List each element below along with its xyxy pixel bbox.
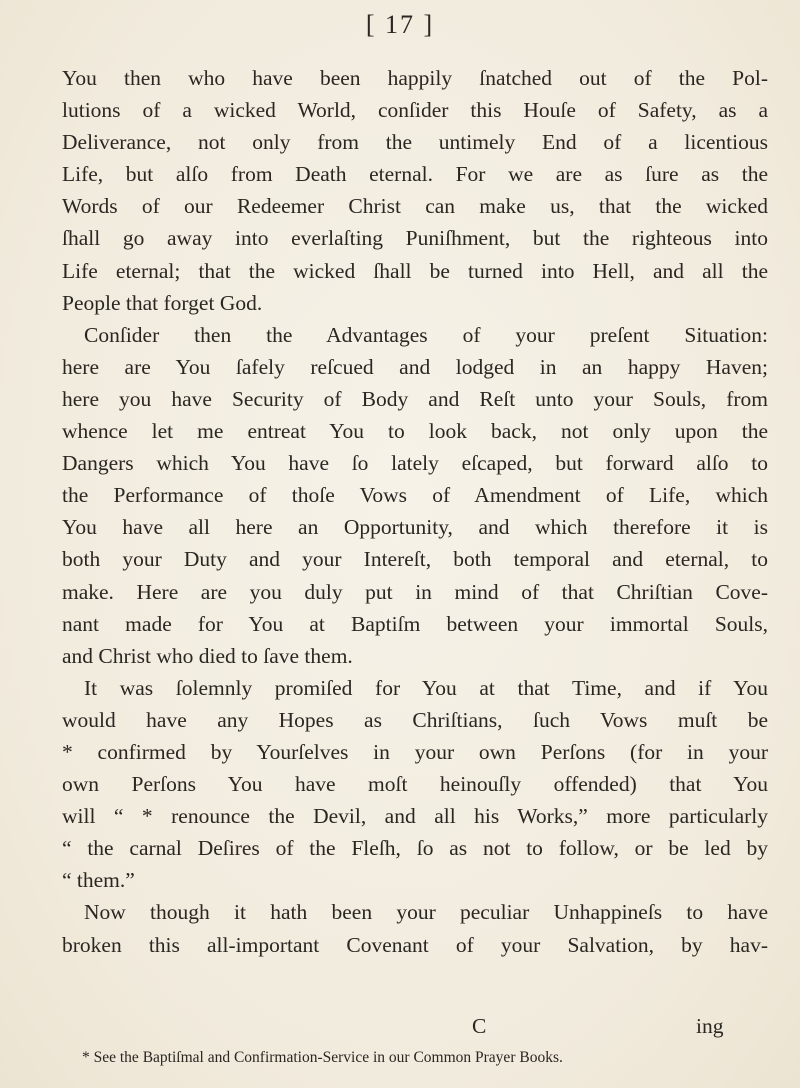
page-number: [ 17 ] [365,10,435,39]
text-line-21: would have any Hopes as Chriſtians, ſuch Vows muſt be [62,707,768,732]
text-line-8: People that forget God. [62,290,263,315]
text-line-12: whence let me entreat You to look back, not only upon the [62,419,768,444]
text-line-17: make. Here are you duly put in mind of that Chriſtian Cove- [62,579,768,604]
text-line-14: the Performance of thoſe Vows of Amendment of Life, which [62,483,768,508]
text-line-4: Life, but alſo from Death eternal. For we are as ſure as the [62,162,768,187]
text-line-5: Words of our Redeemer Christ can make us, that the wicked [62,194,768,219]
text-line-15: You have all here an Opportunity, and which therefore it is [62,515,768,540]
text-line-25: “ the carnal Deſires of the Fleſh, ſo as not to follow, or be led by [62,836,768,861]
signature-mark: C [472,1014,487,1038]
text-line-24: will “ * renounce the Devil, and all his Works,” more particularly [62,804,768,829]
text-line-10: here are You ſafely reſcued and lodged in an happy Haven; [62,354,768,379]
text-line-7: Life eternal; that the wicked ſhall be turned into Hell, and all the [62,258,768,283]
text-line-9: Conſider then the Advantages of your preſent Situation: [84,322,768,347]
text-line-3: Deliverance, not only from the untimely End of a licentious [62,130,768,155]
text-line-11: here you have Security of Body and Reſt unto your Souls, from [62,386,768,411]
text-line-26: “ them.” [62,868,135,893]
text-line-22: * confirmed by Yourſelves in your own Perſons (for in your [62,739,768,764]
text-line-20: It was ſolemnly promiſed for You at that Time, and if You [84,675,768,700]
text-line-2: lutions of a wicked World, conſider this Houſe of Safety, as a [62,98,768,123]
text-line-6: ſhall go away into everlaſting Puniſhment, but the righteous into [62,226,768,251]
text-line-18: nant made for You at Baptiſm between your immortal Souls, [62,611,768,636]
footnote: * See the Baptiſmal and Confirmation-Service in our Common Prayer Books. [82,1049,563,1066]
text-line-19: and Christ who died to ſave them. [62,643,353,668]
text-line-13: Dangers which You have ſo lately eſcaped, but forward alſo to [62,451,768,476]
text-line-27: Now though it hath been your peculiar Unhappineſs to have [84,900,768,925]
body-text [62,62,768,961]
text-line-23: own Perſons You have moſt heinouſly offended) that You [62,772,768,797]
text-line-28: broken this all-important Covenant of your Salvation, by hav- [62,932,768,957]
catchword: ing [696,1014,724,1038]
text-line-16: both your Duty and your Intereſt, both temporal and eternal, to [62,547,768,572]
text-line-1: You then who have been happily ſnatched out of the Pol- [62,66,768,90]
